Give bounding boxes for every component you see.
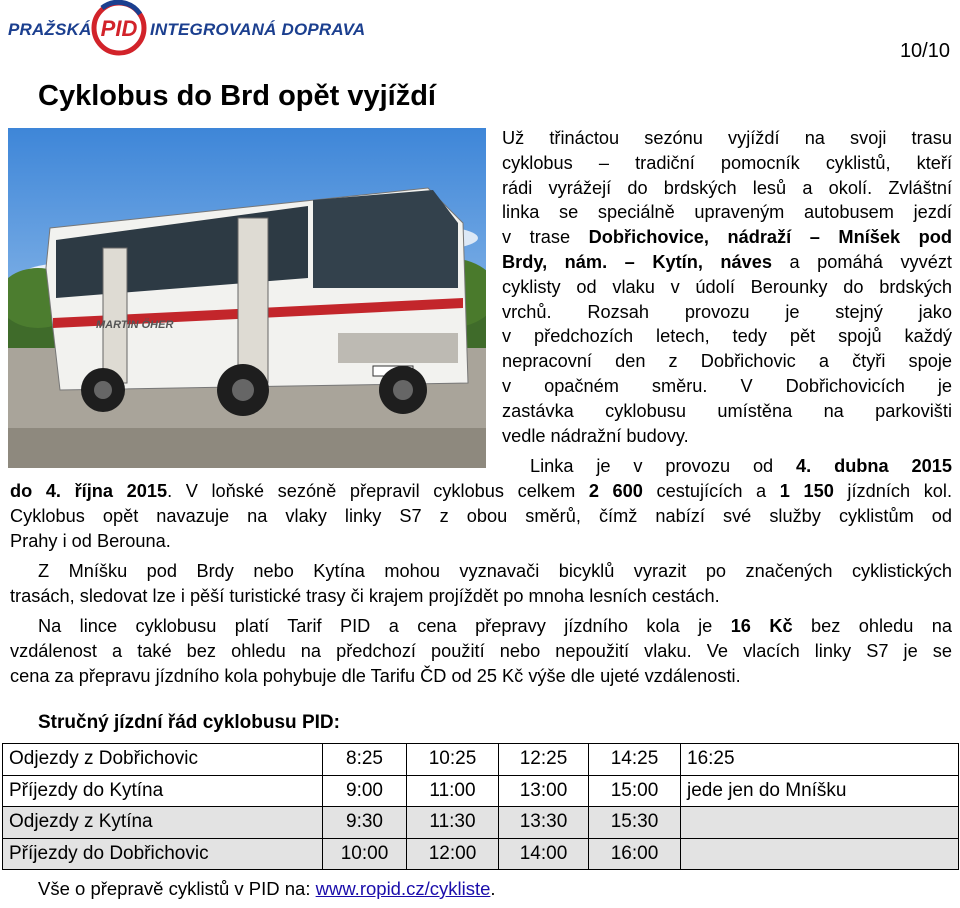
time-cell: 15:00 [589, 775, 681, 807]
text-line: Cyklobus opět navazuje na vlaky linky S7 z obou směrů, čímž nabízí své služby cyklistům od [10, 506, 952, 526]
page-number: 10/10 [899, 40, 950, 62]
timetable-row [3, 775, 959, 807]
time-cell: 12:25 [499, 744, 589, 776]
date-bold: do 4. října 2015 [10, 481, 168, 501]
text-line: Už třináctou sezónu vyjíždí na svoji trasu [502, 128, 952, 148]
route-dash: – [607, 251, 653, 272]
text-line: zastávka cyklobusu umístěna na parkovišti [502, 400, 952, 421]
text-line: vzdálenost a také bez ohledu na předchozí použití nebo nepoužití vlaku. Ve vlacích linky S7 je se [10, 641, 952, 661]
text-line: cena za přepravu jízdního kola pohybuje dle Tarifu ČD od 25 Kč výše dle ujeté vzdálenosti. [10, 666, 741, 686]
time-cell: 9:00 [323, 775, 407, 807]
route-stop-bold: Dobřichovice, nádraží – Mníšek pod [588, 227, 952, 248]
text-line: cyklobus – tradiční pomocník cyklistů, kteří [502, 152, 952, 173]
text-segment: a pomáhá vyvézt [771, 251, 952, 272]
time-cell: 14:00 [499, 838, 589, 870]
time-cell-empty [681, 807, 959, 839]
text-line: nepracovní den z Dobřichovic a čtyři spoje [502, 351, 952, 372]
count-bold: 1 150 [779, 481, 834, 501]
timetable [2, 743, 959, 870]
text-line [10, 479, 952, 504]
text-segment: Na lince cyklobusu platí Tarif PID a cena přepravy jízdního kola je [38, 616, 731, 636]
row-label: Odjezdy z Kytína [3, 807, 323, 839]
text-segment: cestujících a [642, 481, 780, 501]
row-label: Odjezdy z Dobřichovic [3, 744, 323, 776]
time-cell: 8:25 [323, 744, 407, 776]
timetable-note: jede jen do Mníšku [681, 775, 959, 807]
text-line: vedle nádražní budovy. [502, 425, 689, 446]
text-line: Prahy i od Berouna. [10, 531, 171, 551]
text-line: v předchozích letech, tedy pět spojů každý [502, 326, 952, 347]
timetable-row [3, 744, 959, 776]
text-line [502, 250, 952, 275]
text-segment: v trase [502, 227, 589, 248]
text-line [38, 614, 952, 639]
text-segment: Linka je v provozu od [530, 456, 797, 476]
footer-info [38, 878, 496, 900]
bus-side-text: MARTIN ÖHER [96, 319, 174, 331]
date-bold: 4. dubna 2015 [796, 456, 952, 476]
time-cell: 13:30 [499, 807, 589, 839]
time-cell: 12:00 [407, 838, 499, 870]
time-cell: 14:25 [589, 744, 681, 776]
text-line [530, 454, 952, 479]
brand-prazska: PRAŽSKÁ [8, 20, 92, 39]
time-cell: 11:30 [407, 807, 499, 839]
article-title: Cyklobus do Brd opět vyjíždí [38, 80, 436, 112]
text-line: rádi vyrážejí do brdských lesů a okolí. Zvláštní [502, 177, 952, 198]
time-cell: 11:00 [407, 775, 499, 807]
time-cell-extra: 16:25 [681, 744, 959, 776]
time-cell: 13:00 [499, 775, 589, 807]
timetable-row [3, 838, 959, 870]
text-line: v opačném směru. V Dobřichovicích je [502, 375, 952, 396]
timetable-row [3, 807, 959, 839]
text-segment: jízdních kol. [833, 481, 953, 501]
route-stop-bold: Kytín, náves [652, 251, 772, 272]
text-segment: bez ohledu na [792, 616, 952, 636]
text-line [502, 225, 952, 250]
time-cell: 9:30 [323, 807, 407, 839]
timetable-title: Stručný jízdní řád cyklobusu PID: [38, 712, 340, 733]
text-line: cyklisty od vlaku v údolí Berounky do brdských [502, 276, 952, 297]
ropid-cykliste-link[interactable]: www.ropid.cz/cykliste [315, 878, 491, 899]
row-label: Příjezdy do Dobřichovic [3, 838, 323, 870]
page-header [0, 0, 960, 70]
price-bold: 16 Kč [730, 616, 793, 636]
time-cell: 10:00 [323, 838, 407, 870]
time-cell: 15:30 [589, 807, 681, 839]
bus-photo [8, 128, 486, 468]
count-bold: 2 600 [588, 481, 643, 501]
time-cell: 10:25 [407, 744, 499, 776]
time-cell: 16:00 [589, 838, 681, 870]
intro-paragraph [502, 126, 952, 448]
text-line: Z Mníšku pod Brdy nebo Kytína mohou vyznavači bicyklů vyrazit po značených cyklistických [38, 561, 952, 581]
text-line: trasách, sledovat lze i pěší turistické trasy či krajem projíždět po mnoha lesních cestách. [10, 586, 720, 606]
footer-end: . [490, 878, 496, 899]
text-segment: . V loňské sezóně přepravil cyklobus celkem [167, 481, 589, 501]
text-line: linka se speciálně upraveným autobusem jezdí [502, 202, 952, 223]
pid-logo [88, 0, 150, 56]
row-label: Příjezdy do Kytína [3, 775, 323, 807]
route-stop-bold: Brdy, nám. [502, 251, 608, 272]
footer-text: Vše o přepravě cyklistů v PID na: [38, 878, 316, 899]
brand-integrovana-doprava: INTEGROVANÁ DOPRAVA [150, 20, 366, 39]
text-line: vrchů. Rozsah provozu je stejný jako [502, 301, 952, 322]
time-cell-empty [681, 838, 959, 870]
svg-text:PID: PID [100, 16, 138, 41]
